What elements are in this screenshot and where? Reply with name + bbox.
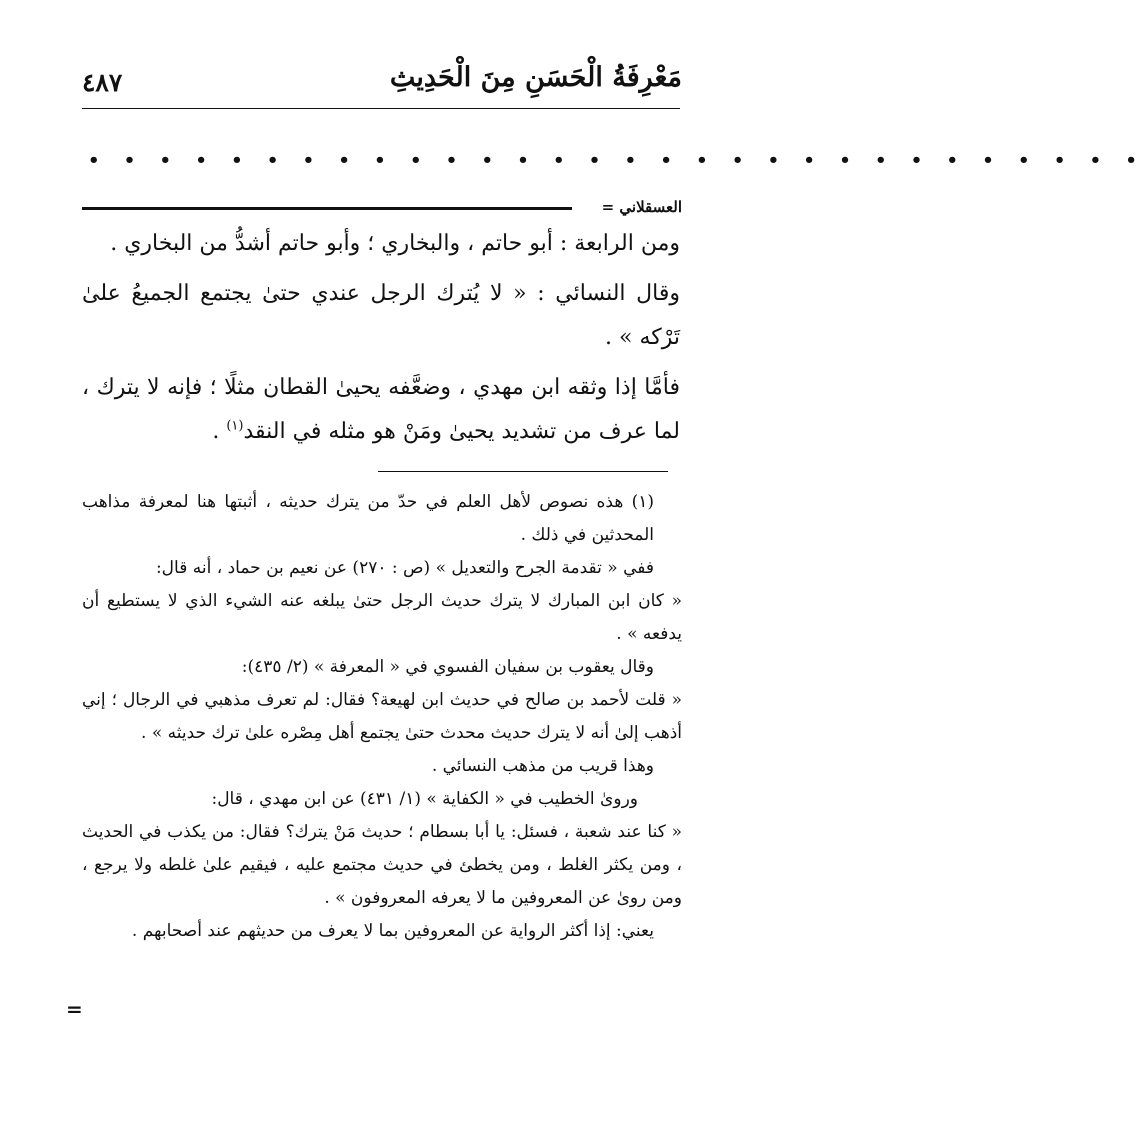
footnotes [82, 486, 682, 948]
commentator-header [82, 198, 682, 222]
header-rule [82, 108, 680, 109]
main-paragraph-2: وقال النسائي : « لا يُترك الرجل عندي حتىٰ يجتمع الجميعُ علىٰ تَرْكه » . [82, 281, 680, 350]
continuation-mark: = [66, 997, 83, 1021]
footnote-reference[interactable]: (١) [226, 418, 244, 434]
page-header [82, 62, 682, 112]
main-text [82, 222, 680, 454]
commentator-label: العسقلاني = [601, 198, 682, 216]
running-title: مَعْرِفَةُ الْحَسَنِ مِنَ الْحَدِيثِ [389, 62, 682, 93]
footnote-divider [378, 471, 668, 472]
main-paragraph-3 [82, 366, 680, 454]
commentator-rule [82, 207, 572, 210]
footnote-quote-1: « كان ابن المبارك لا يترك حديث الرجل حتىٰ يبلغه عنه الشيء الذي لا يستطيع أن يدفعه » . [82, 591, 682, 644]
footnote-source-1: ففي « تقدمة الجرح والتعديل » (ص : ٢٧٠) عن نعيم بن حماد ، أنه قال: [155, 558, 654, 578]
footnote-quote-2: « قلت لأحمد بن صالح في حديث ابن لهيعة؟ فقال: لم تعرف مذهبي في الرجال ؛ إني أذهب إلىٰ أنه لا يترك حديث محدث حتىٰ يجتمع أهل مِصْره علىٰ ترك حديثه » . [82, 690, 682, 743]
main-paragraph-1: ومن الرابعة : أبو حاتم ، والبخاري ؛ وأبو حاتم أشدُّ من البخاري . [110, 231, 680, 256]
footnote-comment-1: وهذا قريب من مذهب النسائي . [431, 756, 654, 776]
footnote-source-2: وقال يعقوب بن سفيان الفسوي في « المعرفة » (٢/ ٤٣٥): [241, 657, 654, 677]
footnote-quote-3: « كنا عند شعبة ، فسئل: يا أبا بسطام ؛ حديث مَنْ يترك؟ فقال: من يكذب في الحديث ، ومن يكثر الغلط ، ومن يخطئ في حديث مجتمع عليه ، فيقيم علىٰ غلطه ولا يرجع ، ومن روىٰ عن المعروفين ما لا يعرفه المعروفون » . [82, 822, 682, 908]
main-paragraph-3-text: فأمَّا إذا وثقه ابن مهدي ، وضعَّفه يحيىٰ القطان مثلًا ؛ فإنه لا يترك ، لما عرف من تشديد يحيىٰ ومَنْ هو مثله في النقد [82, 375, 680, 444]
main-paragraph-3-end: . [212, 419, 227, 444]
footnote-comment-2: يعني: إذا أكثر الرواية عن المعروفين بما لا يعرف من حديثهم عند أصحابهم . [131, 921, 654, 941]
page-number: ٤٨٧ [82, 68, 123, 97]
footnote-1-intro: (١) هذه نصوص لأهل العلم في حدّ من يترك حديثه ، أثبتها هنا لمعرفة مذاهب المحدثين في ذلك . [82, 492, 654, 545]
dotted-separator: • • • • • • • • • • • • • • • • • • • • • • • • • • • • • • [88, 150, 1146, 171]
footnote-source-3: وروىٰ الخطيب في « الكفاية » (١/ ٤٣١) عن ابن مهدي ، قال: [211, 789, 638, 809]
